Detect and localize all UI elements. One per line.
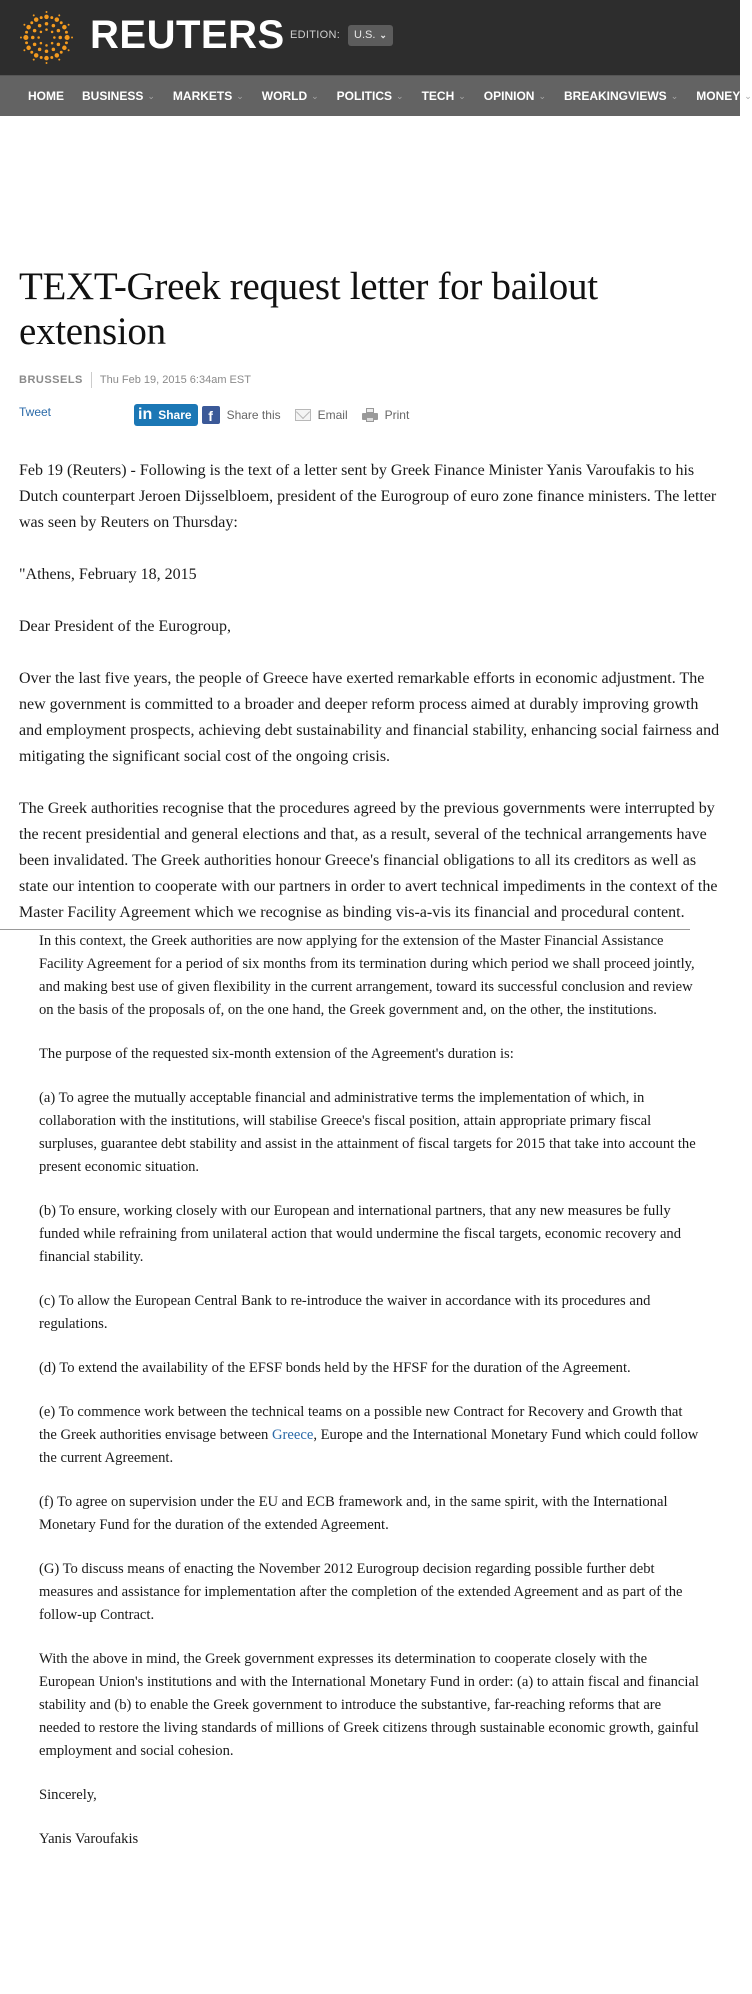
letter-salutation: Dear President of the Eurogroup, bbox=[19, 618, 231, 635]
nav-item-business[interactable] bbox=[82, 89, 155, 103]
nav-label: HOME bbox=[28, 89, 64, 103]
letter-closing-paragraph: With the above in mind, the Greek government expresses its determination to cooperate closely with the European Union's institutions and with the International Monetary Fund in order: (a) to attain fiscal and financial stability and (b) to enable the Greek government to introduce the substantive, far-reaching reforms that are needed to restore the living standards of millions of Greek citizens through sustainable economic growth, gainful employment and social cohesion. bbox=[39, 1651, 699, 1759]
tweet-button[interactable]: Tweet bbox=[19, 405, 52, 419]
article-body-upper bbox=[19, 458, 721, 926]
nav-label: BREAKINGVIEWS bbox=[564, 89, 667, 103]
dateline bbox=[19, 372, 721, 388]
chevron-down-icon: ⌄ bbox=[396, 90, 404, 101]
share-bar bbox=[19, 402, 721, 428]
brand-wordmark[interactable]: REUTERS bbox=[90, 13, 285, 57]
chevron-down-icon: ⌄ bbox=[670, 90, 679, 101]
letter-signature: Yanis Varoufakis bbox=[39, 1831, 139, 1847]
linkedin-icon: in bbox=[138, 406, 153, 423]
article-headline: TEXT-Greek request letter for bailout extension bbox=[19, 265, 598, 353]
nav-label: MARKETS bbox=[172, 89, 233, 103]
nav-item-world[interactable] bbox=[262, 89, 319, 103]
nav-label: POLITICS bbox=[336, 89, 393, 103]
linkedin-share-button[interactable] bbox=[134, 404, 198, 426]
letter-paragraph: The Greek authorities recognise that the procedures agreed by the previous governments were interrupted by the recent presidential and general elections and that, as a result, several of the technical arrangements have been invalidated. The Greek authorities honour Greece's financial obligations to all its creditors as well as state our intention to cooperate with our partners in order to avert technical impediments in the context of the Master Facility Agreement which we recognise as binding vis-a-vis its financial and procedural content. bbox=[19, 800, 718, 921]
nav-item-breakingviews[interactable] bbox=[564, 89, 678, 103]
letter-item-a: (a) To agree the mutually acceptable financial and administrative terms the implementation of which, in collaboration with the institutions, will stabilise Greece's fiscal position, attain appropriate primary fiscal surpluses, guarantee debt stability and assist in the attainment of fiscal targets for 2015 that take into account the present economic situation. bbox=[39, 1090, 696, 1175]
nav-label: MONEY bbox=[696, 89, 741, 103]
chevron-down-icon: ⌄ bbox=[311, 90, 319, 101]
facebook-icon[interactable]: f bbox=[202, 406, 220, 424]
nav-item-opinion[interactable] bbox=[484, 89, 546, 103]
email-icon[interactable] bbox=[295, 409, 311, 421]
article-body-lower bbox=[0, 930, 740, 1851]
dateline-separator bbox=[91, 372, 92, 388]
nav-item-tech[interactable] bbox=[422, 89, 466, 103]
nav-item-politics[interactable] bbox=[337, 89, 404, 103]
email-link[interactable]: Email bbox=[317, 408, 348, 422]
edition-dropdown[interactable] bbox=[348, 25, 393, 46]
letter-paragraph: Over the last five years, the people of Greece have exerted remarkable efforts in economic adjustment. The new government is committed to a broader and deeper reform process aimed at durably improving growth and employment prospects, achieving debt sustainability and financial stability, enhancing social fairness and mitigating the significant social cost of the ongoing crisis. bbox=[19, 670, 720, 765]
letter-item-f: (f) To agree on supervision under the EU and ECB framework and, in the same spirit, with the International Monetary Fund for the duration of the extended Agreement. bbox=[39, 1494, 668, 1533]
article-intro: Feb 19 (Reuters) - Following is the text of a letter sent by Greek Finance Minister Yanis Varoufakis to his Dutch counterpart Jeroen Dijsselbloem, president of the Eurogroup of euro zone finance ministers. The letter was seen by Reuters on Thursday: bbox=[19, 462, 717, 531]
edition-label: EDITION: bbox=[290, 29, 341, 41]
masthead bbox=[0, 0, 740, 75]
letter-item-b: (b) To ensure, working closely with our European and international partners, that any new measures be fully funded while refraining from unilateral action that would undermine the fiscal targets, economic recovery and financial stability. bbox=[39, 1203, 682, 1265]
linkedin-share-label: Share bbox=[158, 408, 192, 422]
print-link[interactable]: Print bbox=[384, 408, 410, 422]
chevron-down-icon: ⌄ bbox=[236, 90, 244, 101]
reuters-logo-icon[interactable] bbox=[19, 10, 74, 65]
dateline-timestamp: Thu Feb 19, 2015 6:34am EST bbox=[99, 374, 251, 386]
letter-purpose-intro: The purpose of the requested six-month extension of the Agreement's duration is: bbox=[39, 1046, 514, 1062]
chevron-down-icon: ⌄ bbox=[538, 90, 546, 101]
letter-paragraph: In this context, the Greek authorities are now applying for the extension of the Master Financial Assistance Facility Agreement for a period of six months from its termination during which period we shall proceed jointly, and making best use of given flexibility in the current arrangement, toward its successful conclusion and review on the basis of the proposals of, on the one hand, the Greek government and, on the other, the institutions. bbox=[39, 933, 695, 1018]
nav-label: WORLD bbox=[261, 89, 308, 103]
nav-label: TECH bbox=[421, 89, 455, 103]
letter-item-e bbox=[39, 1401, 700, 1470]
nav-item-money[interactable] bbox=[696, 89, 752, 103]
dateline-location[interactable]: BRUSSELS bbox=[19, 374, 83, 386]
chevron-down-icon: ⌄ bbox=[744, 90, 752, 101]
nav-item-home[interactable] bbox=[28, 89, 64, 103]
nav-label: BUSINESS bbox=[82, 89, 144, 103]
item-e-text: (e) To commence work between the technical teams on a possible new Contract for Recovery and Growth that the Greek authorities envisage between bbox=[39, 1404, 683, 1443]
chevron-down-icon: ⌄ bbox=[379, 30, 387, 40]
main-nav bbox=[0, 75, 752, 116]
letter-item-g: (G) To discuss means of enacting the November 2012 Eurogroup decision regarding possible further debt measures and assistance for implementation after the completion of the extended Agreement and as part of the follow-up Contract. bbox=[39, 1561, 683, 1623]
letter-item-c: (c) To allow the European Central Bank to re-introduce the waiver in accordance with its procedures and regulations. bbox=[39, 1293, 651, 1332]
letter-place-date: "Athens, February 18, 2015 bbox=[19, 566, 197, 583]
edition-value: U.S. bbox=[354, 29, 376, 41]
share-this-link[interactable]: Share this bbox=[226, 408, 281, 422]
item-e-text: , Europe and the International Monetary Fund which could follow the current Agreement. bbox=[39, 1427, 699, 1466]
chevron-down-icon: ⌄ bbox=[147, 90, 155, 101]
letter-signoff: Sincerely, bbox=[39, 1787, 97, 1803]
nav-item-markets[interactable] bbox=[173, 89, 244, 103]
chevron-down-icon: ⌄ bbox=[458, 90, 466, 101]
nav-label: OPINION bbox=[483, 89, 535, 103]
print-icon[interactable] bbox=[362, 408, 378, 422]
greece-link[interactable]: Greece bbox=[272, 1427, 314, 1443]
article bbox=[0, 264, 740, 926]
letter-item-d: (d) To extend the availability of the EFSF bonds held by the HFSF for the duration of the Agreement. bbox=[39, 1360, 631, 1376]
